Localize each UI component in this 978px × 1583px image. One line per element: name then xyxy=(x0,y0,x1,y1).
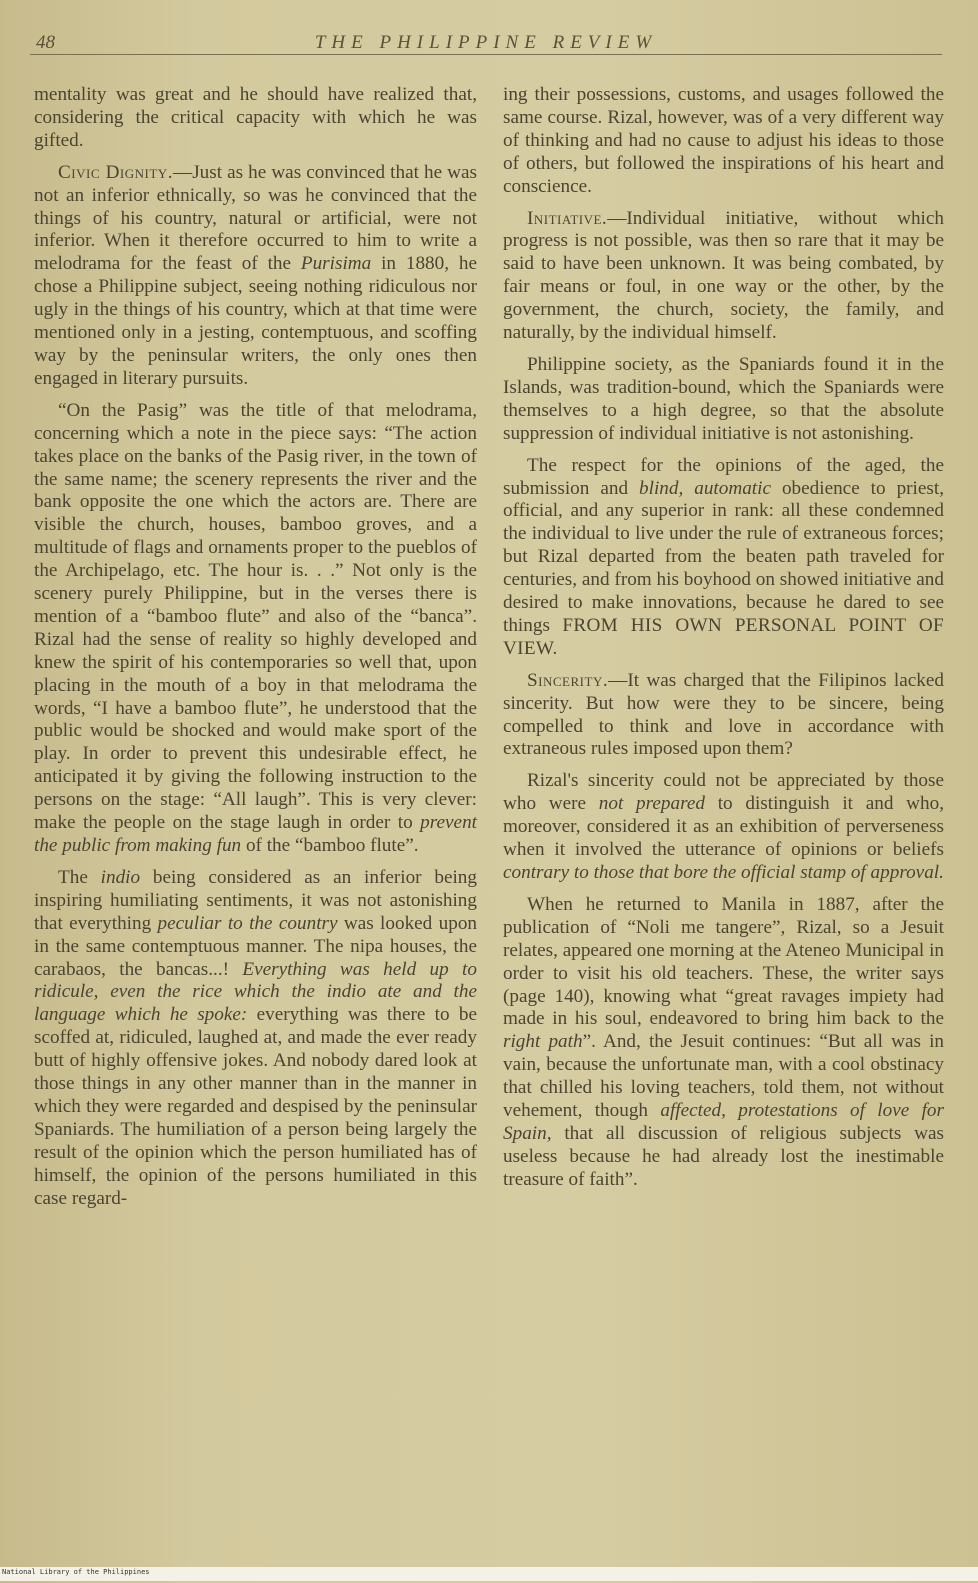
footer-credit: National Library of the Philippines xyxy=(2,1568,150,1576)
italic-text: indio xyxy=(100,866,141,888)
paragraph-text: being considered as an inferior being inspiring humiliating sentiments, it was not astonishing that everything xyxy=(34,866,477,934)
paragraph-text: ”. And, the Jesuit continues: “But all was in vain, because the unfortunate man, with a cool obstinacy that chilled his loving teachers, told them, not without vehement, though xyxy=(503,1031,944,1122)
paragraph-text: in 1880, he chose a Philippine subject, seeing nothing ridiculous nor ugly in the things of his country, which at that time were mentioned only in a jesting, contemptuous, and scoffing way by the peninsular writers, the only ones then engaged in literary pursuits. xyxy=(34,253,477,389)
paragraph xyxy=(503,208,944,345)
paragraph-text: that all discussion of religious subjects was useless because he had already lost the inestimable treasure of faith”. xyxy=(503,1122,944,1190)
italic-text: prevent the public from making fun xyxy=(34,812,477,856)
paragraph xyxy=(503,455,944,661)
italic-text: not prepared xyxy=(598,793,705,815)
italic-text: Everything was held up to ridicule, even the rice which the indio ate and the language which he spoke: xyxy=(34,958,477,1026)
paragraph xyxy=(503,84,944,199)
paragraph-text: Rizal's sincerity could not be appreciated by those who were xyxy=(503,770,944,815)
page-header xyxy=(30,32,942,54)
italic-text: affected, protestations of love for Spain, xyxy=(503,1100,944,1144)
left-column xyxy=(34,84,477,1220)
paragraph-text: “On the Pasig” was the title of that melodrama, concerning which a note in the piece says: “The action takes place on the banks of the Pasig river, in the town of the same name; the scenery represents the river and the bank opposite the one which the actors are. There are visible the church, houses, bamboo groves, and a multitude of flags and ornaments proper to the pueblos of the Archipelago, etc. The hour is. . .” Not only is the scenery purely Philippine, but in the verses there is mention of a “bamboo flute” and also of the “banca”. Rizal had the sense of reality so highly developed and knew the spirit of his contemporaries so well that, upon placing in the mouth of a boy in that melodrama the words, “I have a bamboo flute”, he understood that the public would be shocked and would make sport of the play. In order to prevent this undesirable effect, he anticipated it by giving the following instruction to the persons on the stage: “All laugh”. This is very clever: make the people on the stage laugh in order to xyxy=(34,399,477,834)
section-heading: Civic Dignity. xyxy=(58,161,173,183)
paragraph-text: —Just as he was convinced that he was not an inferior ethnically, so was he convinced that the things of his country, natural or artificial, were not inferior. When it therefore occurred to him to write a melodrama for the feast of the xyxy=(34,161,477,275)
paragraph-text: The respect for the opinions of the aged, the submission and xyxy=(503,454,944,499)
paragraph xyxy=(503,770,944,885)
footer xyxy=(0,1567,978,1581)
running-title: THE PHILIPPINE REVIEW xyxy=(314,32,658,53)
paragraph-text: —Individual initiative, without which progress is not possible, was then so rare that it may be said to have been unknown. It was being combated, by fair means or foul, in one way or the other, by the government, the church, society, the family, and naturally, by the individual himself. xyxy=(503,207,944,344)
paragraph xyxy=(34,867,477,1211)
page-number: 48 xyxy=(36,32,55,53)
paragraph xyxy=(34,84,477,153)
paragraph xyxy=(503,894,944,1192)
italic-text: right path xyxy=(503,1031,583,1053)
paragraph-text: mentality was great and he should have realized that, considering the critical capacity with which he was gifted. xyxy=(34,84,477,151)
paragraph-text: The xyxy=(58,866,101,888)
paragraph-text: of the “bamboo flute”. xyxy=(241,835,419,856)
italic-text: blind, automatic xyxy=(639,477,771,499)
paragraph-text: everything was there to be scoffed at, ridiculed, laughed at, and made the ever ready butt of highly offensive jokes. And nobody dared look at those things in any other manner than in the manner in which they were regarded and despised by the peninsular Spaniards. The humiliation of a person being largely the result of the opinion which the person humiliated has of himself, the opinion of the persons humiliated in this case regard- xyxy=(34,1004,477,1209)
paragraph-text: to distinguish it and who, moreover, considered it as an exhibition of perverseness when it involved the utterance of opinions or beliefs xyxy=(503,793,944,861)
paragraph-text: was looked upon in the same contemptuous manner. The nipa houses, the carabaos, the bancas...! xyxy=(34,912,478,980)
paragraph-text: obedience to priest, official, and any superior in rank: all these condemned the individual to live under the rule of extraneous forces; but Rizal departed from the beaten path traveled for centuries, and from his boyhood on showed initiative and desired to make innovations, because he dared to see things xyxy=(503,477,944,636)
paragraph xyxy=(34,400,477,858)
paragraph-text: Philippine society, as the Spaniards found it in the Islands, was tradition-bound, which the Spaniards were themselves to a high degree, so that the absolute suppression of individual initiative is not astonishing. xyxy=(503,353,944,444)
paragraph-text: —It was charged that the Filipinos lacked sincerity. But how were they to be sincere, being compelled to think and love in accordance with extraneous rules imposed upon them? xyxy=(503,669,944,760)
header-rule xyxy=(30,54,942,55)
paragraph-text: When he returned to Manila in 1887, after the publication of “Noli me tangere”, Rizal, so a Jesuit relates, appeared one morning at the Ateneo Municipal in order to visit his old teachers. These, the writer says (page 140), knowing what “great ravages impiety had made in his soul, endeavored to bring him back to the xyxy=(503,893,944,1030)
italic-text: Purisima xyxy=(300,253,372,275)
right-column xyxy=(503,84,944,1201)
paragraph xyxy=(503,354,944,446)
paragraph-text: ing their possessions, customs, and usages followed the same course. Rizal, however, was of a very different way of thinking and had no cause to adjust his ideas to those of others, but followed the inspirations of his heart and conscience. xyxy=(503,84,944,197)
section-heading: Initiative. xyxy=(527,207,608,229)
paragraph xyxy=(34,162,477,391)
paragraph xyxy=(503,670,944,762)
italic-text: contrary to those that bore the official stamp of approval. xyxy=(503,862,944,883)
section-heading: Sincerity. xyxy=(527,669,609,691)
caps-text: FROM HIS OWN PERSONAL POINT OF VIEW. xyxy=(503,614,944,659)
italic-text: peculiar to the country xyxy=(157,912,338,934)
